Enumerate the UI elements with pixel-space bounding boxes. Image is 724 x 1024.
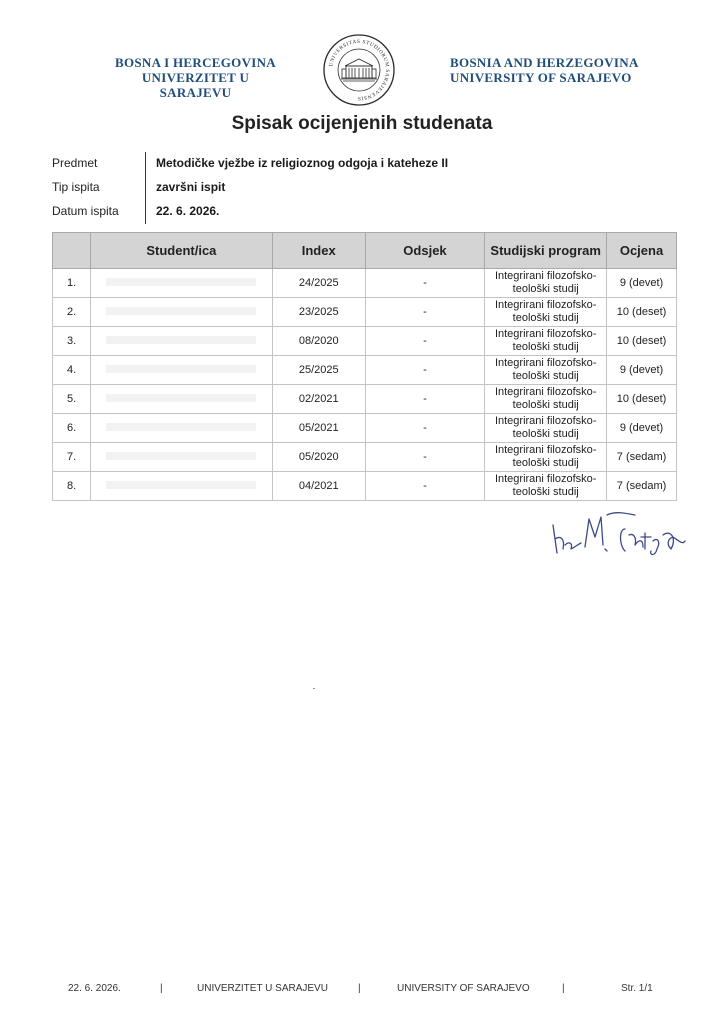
study-program: Integrirani filozofsko- teološki studij bbox=[485, 443, 607, 472]
column-header-number bbox=[53, 233, 91, 269]
student-grade: 9 (devet) bbox=[607, 414, 677, 443]
column-header-department: Odsjek bbox=[365, 233, 485, 269]
column-header-grade: Ocjena bbox=[607, 233, 677, 269]
exam-type-value: završni ispit bbox=[156, 180, 226, 194]
student-index: 05/2021 bbox=[272, 414, 365, 443]
student-grade: 10 (deset) bbox=[607, 298, 677, 327]
student-name-redacted bbox=[90, 385, 272, 414]
info-divider bbox=[145, 176, 146, 200]
row-number: 4. bbox=[53, 356, 91, 385]
table-row bbox=[53, 269, 677, 298]
footer-separator: | bbox=[358, 983, 361, 994]
column-header-index: Index bbox=[272, 233, 365, 269]
study-program: Integrirani filozofsko- teološki studij bbox=[485, 472, 607, 501]
student-name-redacted bbox=[90, 472, 272, 501]
student-index: 24/2025 bbox=[272, 269, 365, 298]
student-name-redacted bbox=[90, 298, 272, 327]
student-department: - bbox=[365, 356, 485, 385]
student-department: - bbox=[365, 327, 485, 356]
table-header-row bbox=[53, 233, 677, 269]
footer-separator: | bbox=[562, 983, 565, 994]
table-row bbox=[53, 443, 677, 472]
footer-date: 22. 6. 2026. bbox=[68, 983, 121, 994]
table-row bbox=[53, 414, 677, 443]
student-department: - bbox=[365, 269, 485, 298]
footer-page-number: Str. 1/1 bbox=[621, 983, 653, 994]
header-left-university: UNIVERZITET U SARAJEVU bbox=[141, 70, 250, 100]
footer-separator: | bbox=[160, 983, 163, 994]
student-index: 08/2020 bbox=[272, 327, 365, 356]
study-program: Integrirani filozofsko- teološki studij bbox=[485, 385, 607, 414]
header-right-country: BOSNIA AND HERZEGOVINA bbox=[450, 55, 639, 70]
row-number: 1. bbox=[53, 269, 91, 298]
student-department: - bbox=[365, 385, 485, 414]
page-footer bbox=[0, 983, 724, 999]
student-name-redacted bbox=[90, 414, 272, 443]
student-grade: 10 (deset) bbox=[607, 327, 677, 356]
seal-text: UNIVERSITAS STUDIORUM SARAJEVENSIS bbox=[328, 38, 391, 102]
study-program: Integrirani filozofsko- teološki studij bbox=[485, 327, 607, 356]
info-divider bbox=[145, 200, 146, 224]
page-title: Spisak ocijenjenih studenata bbox=[231, 113, 493, 134]
column-header-study-program: Studijski program bbox=[485, 233, 607, 269]
student-name-redacted bbox=[90, 356, 272, 385]
signature bbox=[545, 505, 690, 565]
table-row bbox=[53, 327, 677, 356]
header-right-university: UNIVERSITY OF SARAJEVO bbox=[450, 70, 632, 85]
student-name-redacted bbox=[90, 327, 272, 356]
row-number: 6. bbox=[53, 414, 91, 443]
student-grade: 9 (devet) bbox=[607, 269, 677, 298]
subject-value: Metodičke vježbe iz religioznog odgoja i kateheze II bbox=[156, 156, 449, 170]
student-name-redacted bbox=[90, 443, 272, 472]
column-header-student: Student/ica bbox=[90, 233, 272, 269]
student-name-redacted bbox=[90, 269, 272, 298]
footer-university-bs: UNIVERZITET U SARAJEVU bbox=[197, 983, 328, 994]
study-program: Integrirani filozofsko- teološki studij bbox=[485, 269, 607, 298]
header-left bbox=[108, 55, 283, 100]
exam-date-label: Datum ispita bbox=[52, 204, 119, 218]
student-index: 05/2020 bbox=[272, 443, 365, 472]
student-department: - bbox=[365, 414, 485, 443]
student-grade: 9 (devet) bbox=[607, 356, 677, 385]
row-number: 3. bbox=[53, 327, 91, 356]
study-program: Integrirani filozofsko- teološki studij bbox=[485, 414, 607, 443]
student-index: 23/2025 bbox=[272, 298, 365, 327]
header-left-country: BOSNA I HERCEGOVINA bbox=[114, 55, 276, 70]
student-index: 02/2021 bbox=[272, 385, 365, 414]
subject-label: Predmet bbox=[52, 156, 98, 170]
student-department: - bbox=[365, 472, 485, 501]
table-row bbox=[53, 385, 677, 414]
table-row bbox=[53, 356, 677, 385]
student-grade: 7 (sedam) bbox=[607, 472, 677, 501]
row-number: 8. bbox=[53, 472, 91, 501]
student-grade: 7 (sedam) bbox=[607, 443, 677, 472]
row-number: 2. bbox=[53, 298, 91, 327]
row-number: 5. bbox=[53, 385, 91, 414]
student-department: - bbox=[365, 443, 485, 472]
student-grade: 10 (deset) bbox=[607, 385, 677, 414]
student-index: 25/2025 bbox=[272, 356, 365, 385]
exam-type-label: Tip ispita bbox=[52, 180, 100, 194]
scan-speck bbox=[313, 688, 315, 689]
study-program: Integrirani filozofsko- teološki studij bbox=[485, 298, 607, 327]
study-program: Integrirani filozofsko- teološki studij bbox=[485, 356, 607, 385]
footer-university-en: UNIVERSITY OF SARAJEVO bbox=[397, 983, 530, 994]
table-row bbox=[53, 298, 677, 327]
student-department: - bbox=[365, 298, 485, 327]
header-right bbox=[450, 55, 650, 85]
exam-date-value: 22. 6. 2026. bbox=[156, 204, 220, 218]
row-number: 7. bbox=[53, 443, 91, 472]
grades-table bbox=[52, 232, 677, 501]
table-row bbox=[53, 472, 677, 501]
university-seal-icon bbox=[322, 33, 396, 107]
info-divider bbox=[145, 152, 146, 176]
student-index: 04/2021 bbox=[272, 472, 365, 501]
